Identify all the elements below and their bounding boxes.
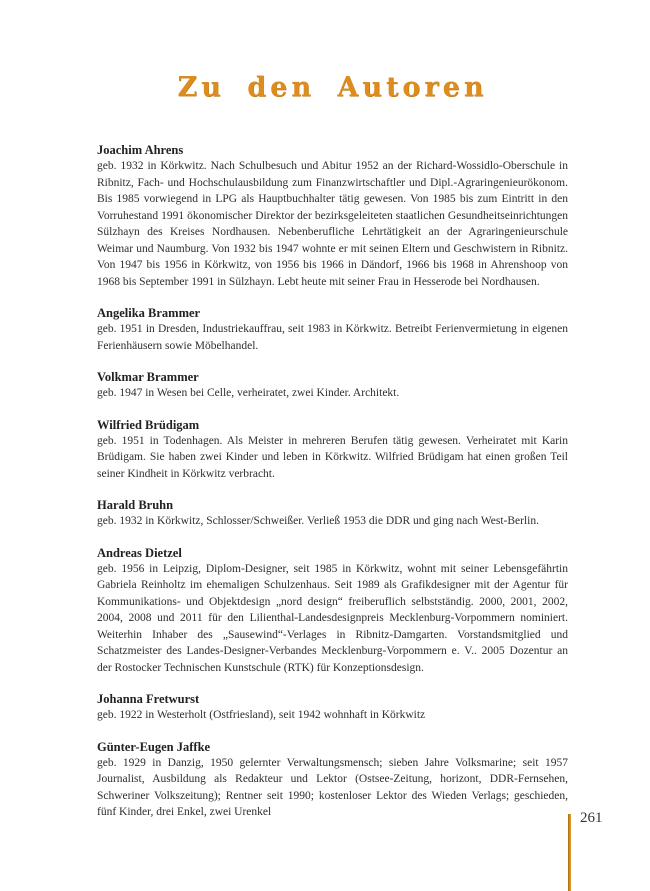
author-name: Andreas Dietzel — [97, 545, 182, 560]
author-entry — [97, 418, 568, 483]
author-entry — [97, 692, 568, 724]
author-bio: geb. 1932 in Körkwitz. Nach Schulbesuch und Abitur 1952 an der Richard-Wossidlo-Oberschule in Ribnitz, Fach- und Hochschulausbildung zum Finanzwirtschaftler und Dipl.-Agraringenieurökonom. Bis 1985 vorwiegend in LPG als Hauptbuchhalter tätig gewesen. Von 1985 bis zum Eintritt in den Vorruhestand 1991 ökonomischer Direktor der bezirksgeleiteten staatlichen Gesundheitseinrichtungen Sülzhayn des Kreises Nordhausen. Nebenberufliche Lehrtätigkeit an der Agraringenieurschule Weimar und Naumburg. Von 1932 bis 1947 wohnte er mit seinen Eltern und Geschwistern in Ribnitz. Von 1947 bis 1956 in Körkwitz, von 1956 bis 1966 in Dändorf, 1966 bis 1968 in Ahrenshoop von 1968 bis September 1991 in Sülzhayn. Lebt heute mit seiner Frau in Hesserode bei Nordhausen. — [97, 160, 568, 288]
author-bio: geb. 1922 in Westerholt (Ostfriesland), seit 1942 wohnhaft in Körkwitz — [97, 709, 426, 721]
author-name: Johanna Fretwurst — [97, 692, 200, 706]
author-entry — [97, 143, 568, 290]
author-entry — [97, 306, 568, 354]
author-name: Günter-Eugen Jaffke — [97, 739, 211, 754]
authors-list — [97, 143, 568, 837]
author-bio: geb. 1932 in Körkwitz, Schlosser/Schweißer. Verließ 1953 die DDR und ging nach West-Berlin. — [97, 515, 539, 527]
author-entry — [97, 370, 568, 402]
author-name: Angelika Brammer — [97, 306, 201, 320]
author-bio: geb. 1951 in Todenhagen. Als Meister in mehreren Berufen tätig gewesen. Verheiratet mit Karin Brüdigam. Sie haben zwei Kinder und leben in Körkwitz. Wilfried Brüdigam hat einen großen Teil seiner Kindheit in Körkwitz verbracht. — [97, 434, 568, 480]
page-number-rule — [568, 814, 571, 891]
author-bio: geb. 1951 in Dresden, Industriekauffrau, seit 1983 in Körkwitz. Betreibt Ferienvermietung in eigenen Ferienhäusern sowie Möbelhandel. — [97, 323, 568, 352]
author-bio: geb. 1956 in Leipzig, Diplom-Designer, seit 1985 in Körkwitz, wohnt mit seiner Lebensgefährtin Gabriela Reinholtz im ehemaligen Schulzenhaus. Seit 1989 als Grafikdesigner mit der Agentur für Kommunikations- und Objektdesign „nord design“ freiberuflich selbstständig. 2000, 2001, 2002, 2004, 2008 und 2011 für den Lilienthal-Landesdesignpreis Mecklenburg-Vorpommern nominiert. Weiterhin Inhaber des „Sausewind“-Verlages in Ribnitz-Damgarten. Vorstandsmitglied und Schatzmeister des Landes-Designer-Verbandes Mecklenburg-Vorpommern e. V.. 2005 Dozentur an der Rostocker Technischen Kunstschule (RTK) für Konzeptionsdesign. — [97, 562, 568, 674]
author-entry — [97, 546, 568, 677]
author-name: Volkmar Brammer — [97, 370, 199, 384]
author-entry — [97, 740, 568, 821]
author-name: Harald Bruhn — [97, 498, 174, 512]
author-name: Wilfried Brüdigam — [97, 417, 200, 432]
author-entry — [97, 498, 568, 530]
author-bio: geb. 1947 in Wesen bei Celle, verheiratet, zwei Kinder. Architekt. — [97, 387, 400, 399]
author-bio: geb. 1929 in Danzig, 1950 gelernter Verwaltungsmensch; sieben Jahre Volksmarine; seit 1957 Journalist, Ausbildung als Redakteur und Lektor (Ostsee-Zeitung, horizont, DDR-Fernsehen, Schweriner Volkszeitung); Rentner seit 1990; kostenloser Lektor des Wieden Verlags; geschieden, fünf Kinder, drei Enkel, zwei Urenkel — [97, 756, 568, 818]
page-title: Zu den Autoren — [177, 72, 488, 103]
author-name: Joachim Ahrens — [97, 143, 184, 157]
page-number: 261 — [580, 810, 603, 826]
